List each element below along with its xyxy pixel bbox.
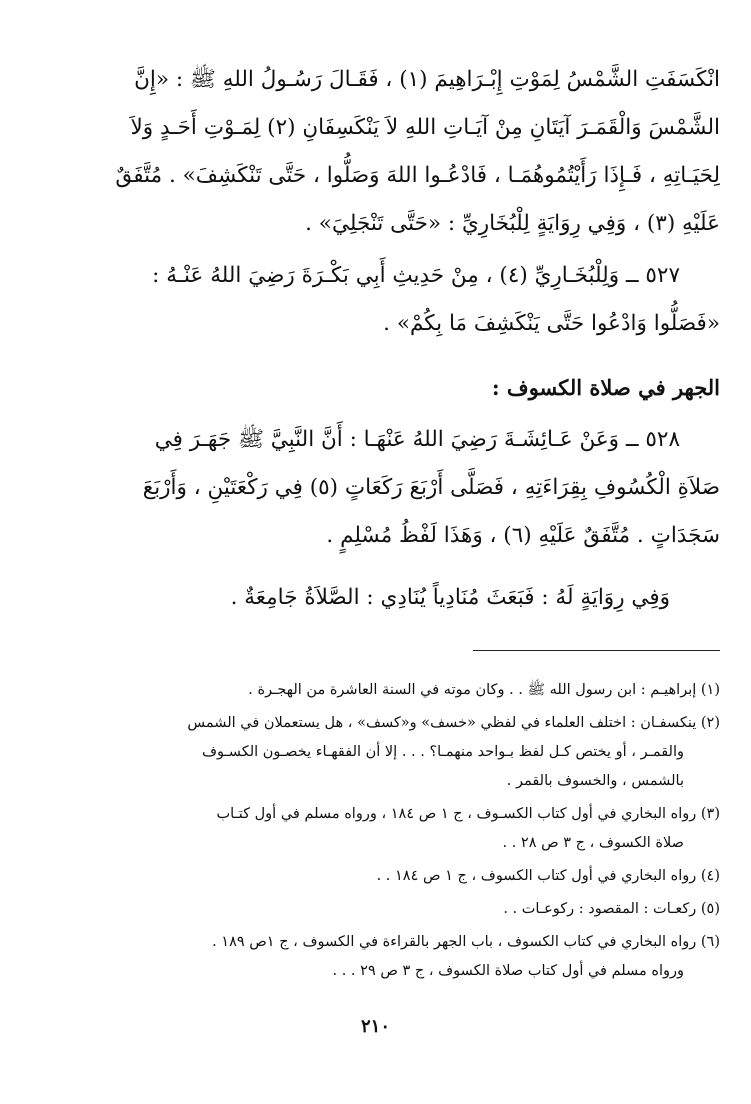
- footnote-2: [64, 709, 720, 796]
- main-text: [60, 56, 720, 622]
- footnote-continuation: صلاة الكسوف ، ج ٣ ص ٢٨ . .: [502, 835, 684, 851]
- footnote-continuation: بالشمس ، والخسوف بالقمر .: [506, 773, 684, 789]
- footnote-4: [64, 862, 720, 891]
- text-line: ٥٢٧ ــ وَلِلْبُخَـارِيِّ (٤) ، مِنْ حَدِيثِ أَبِي بَكْـرَةَ رَضِيَ اللهُ عَنْـهُ :: [152, 263, 680, 288]
- text-line: عَلَيْهِ (٣) ، وَفِي رِوَايَةٍ لِلْبُخَارِيِّ : «حَتَّى تَنْجَلِيَ» .: [305, 211, 720, 236]
- footnote-6: [64, 928, 720, 986]
- text-line: «فَصَلُّوا وَادْعُوا حَتَّى يَنْكَشِفَ مَا بِكُمْ» .: [383, 311, 720, 336]
- footnote-line: (٥) ركعـات : المقصود : ركوعـات . .: [503, 901, 720, 917]
- footnote-continuation: ورواه مسلم في أول كتاب صلاة الكسوف ، ج ٣ ص ٢٩ . . .: [332, 963, 684, 979]
- text-line: ٥٢٨ ــ وَعَنْ عَـائِشَـةَ رَضِيَ اللهُ عَنْهَـا : أَنَّ النَّبِيَّ ﷺ جَهَـرَ فِي: [154, 427, 680, 452]
- footnote-line: (٢) ينكسفـان : اختلف العلماء في لفظي «خسف» و«كسف» ، هل يستعملان في الشمس: [187, 715, 720, 731]
- text-line: سَجَدَاتٍ . مُتَّفَقٌ عَلَيْهِ (٦) ، وَهَذَا لَفْظُ مُسْلِمٍ .: [326, 523, 720, 548]
- text-line: الشَّمْسَ وَالْقَمَـرَ آيَتَانِ مِنْ آيَـاتِ اللهِ لاَ يَنْكَسِفَانِ (٢) لِمَـوْتِ أَحَـدٍ وَلاَ: [130, 115, 720, 140]
- hadith-528-paragraph: [60, 416, 720, 560]
- footnote-3: [64, 800, 720, 858]
- footnote-1: [64, 676, 720, 705]
- footnote-line: (١) إبراهيـم : ابن رسول الله ﷺ . . وكان موته في السنة العاشرة من الهجـرة .: [248, 682, 720, 698]
- text-line: صَلاَةِ الْكُسُوفِ بِقِرَاءَتِهِ ، فَصَلَّى أَرْبَعَ رَكَعَاتٍ (٥) فِي رَكْعَتَيْنِ ، وَأَرْبَعَ: [142, 475, 720, 500]
- riwaya-line: وَفِي رِوَايَةٍ لَهُ : فَبَعَثَ مُنَادِياً يُنَادِي : الصَّلاَةُ جَامِعَةٌ .: [230, 585, 670, 610]
- footnote-line: (٦) رواه البخاري في كتاب الكسوف ، باب الجهر بالقراءة في الكسوف ، ج ١ص ١٨٩ .: [212, 934, 720, 950]
- footnote-continuation: والقمـر ، أو يختص كـل لفظ بـواحد منهمـا؟ . . . إلا أن الفقهـاء يخصـون الكسـوف: [202, 744, 684, 760]
- hadith-527-paragraph: [60, 252, 720, 348]
- footnote-line: (٤) رواه البخاري في أول كتاب الكسوف ، ج ١ ص ١٨٤ . .: [376, 868, 720, 884]
- footnote-divider: [473, 650, 720, 651]
- text-line: انْكَسَفَتِ الشَّمْسُ لِمَوْتِ إِبْـرَاهِيمَ (١) ، فَقَـالَ رَسُـولُ اللهِ ﷺ : «إِنَّ: [134, 67, 720, 92]
- hadith-526-paragraph: [60, 56, 720, 248]
- section-heading: الجهر في صلاة الكسوف :: [491, 375, 720, 400]
- footnote-line: (٣) رواه البخاري في أول كتاب الكسـوف ، ج ١ ص ١٨٤ ، ورواه مسلم في أول كتـاب: [216, 806, 720, 822]
- footnote-5: [64, 895, 720, 924]
- footnotes: [64, 676, 720, 990]
- text-line: لِحَيَـاتِهِ ، فَـإِذَا رَأَيْتُمُوهُمَـا ، فَادْعُـوا اللهَ وَصَلُّوا ، حَتَّى تَنْكَشِفَ» . مُتَّفَقٌ: [115, 163, 720, 188]
- page-number: ٢١٠: [360, 1016, 390, 1037]
